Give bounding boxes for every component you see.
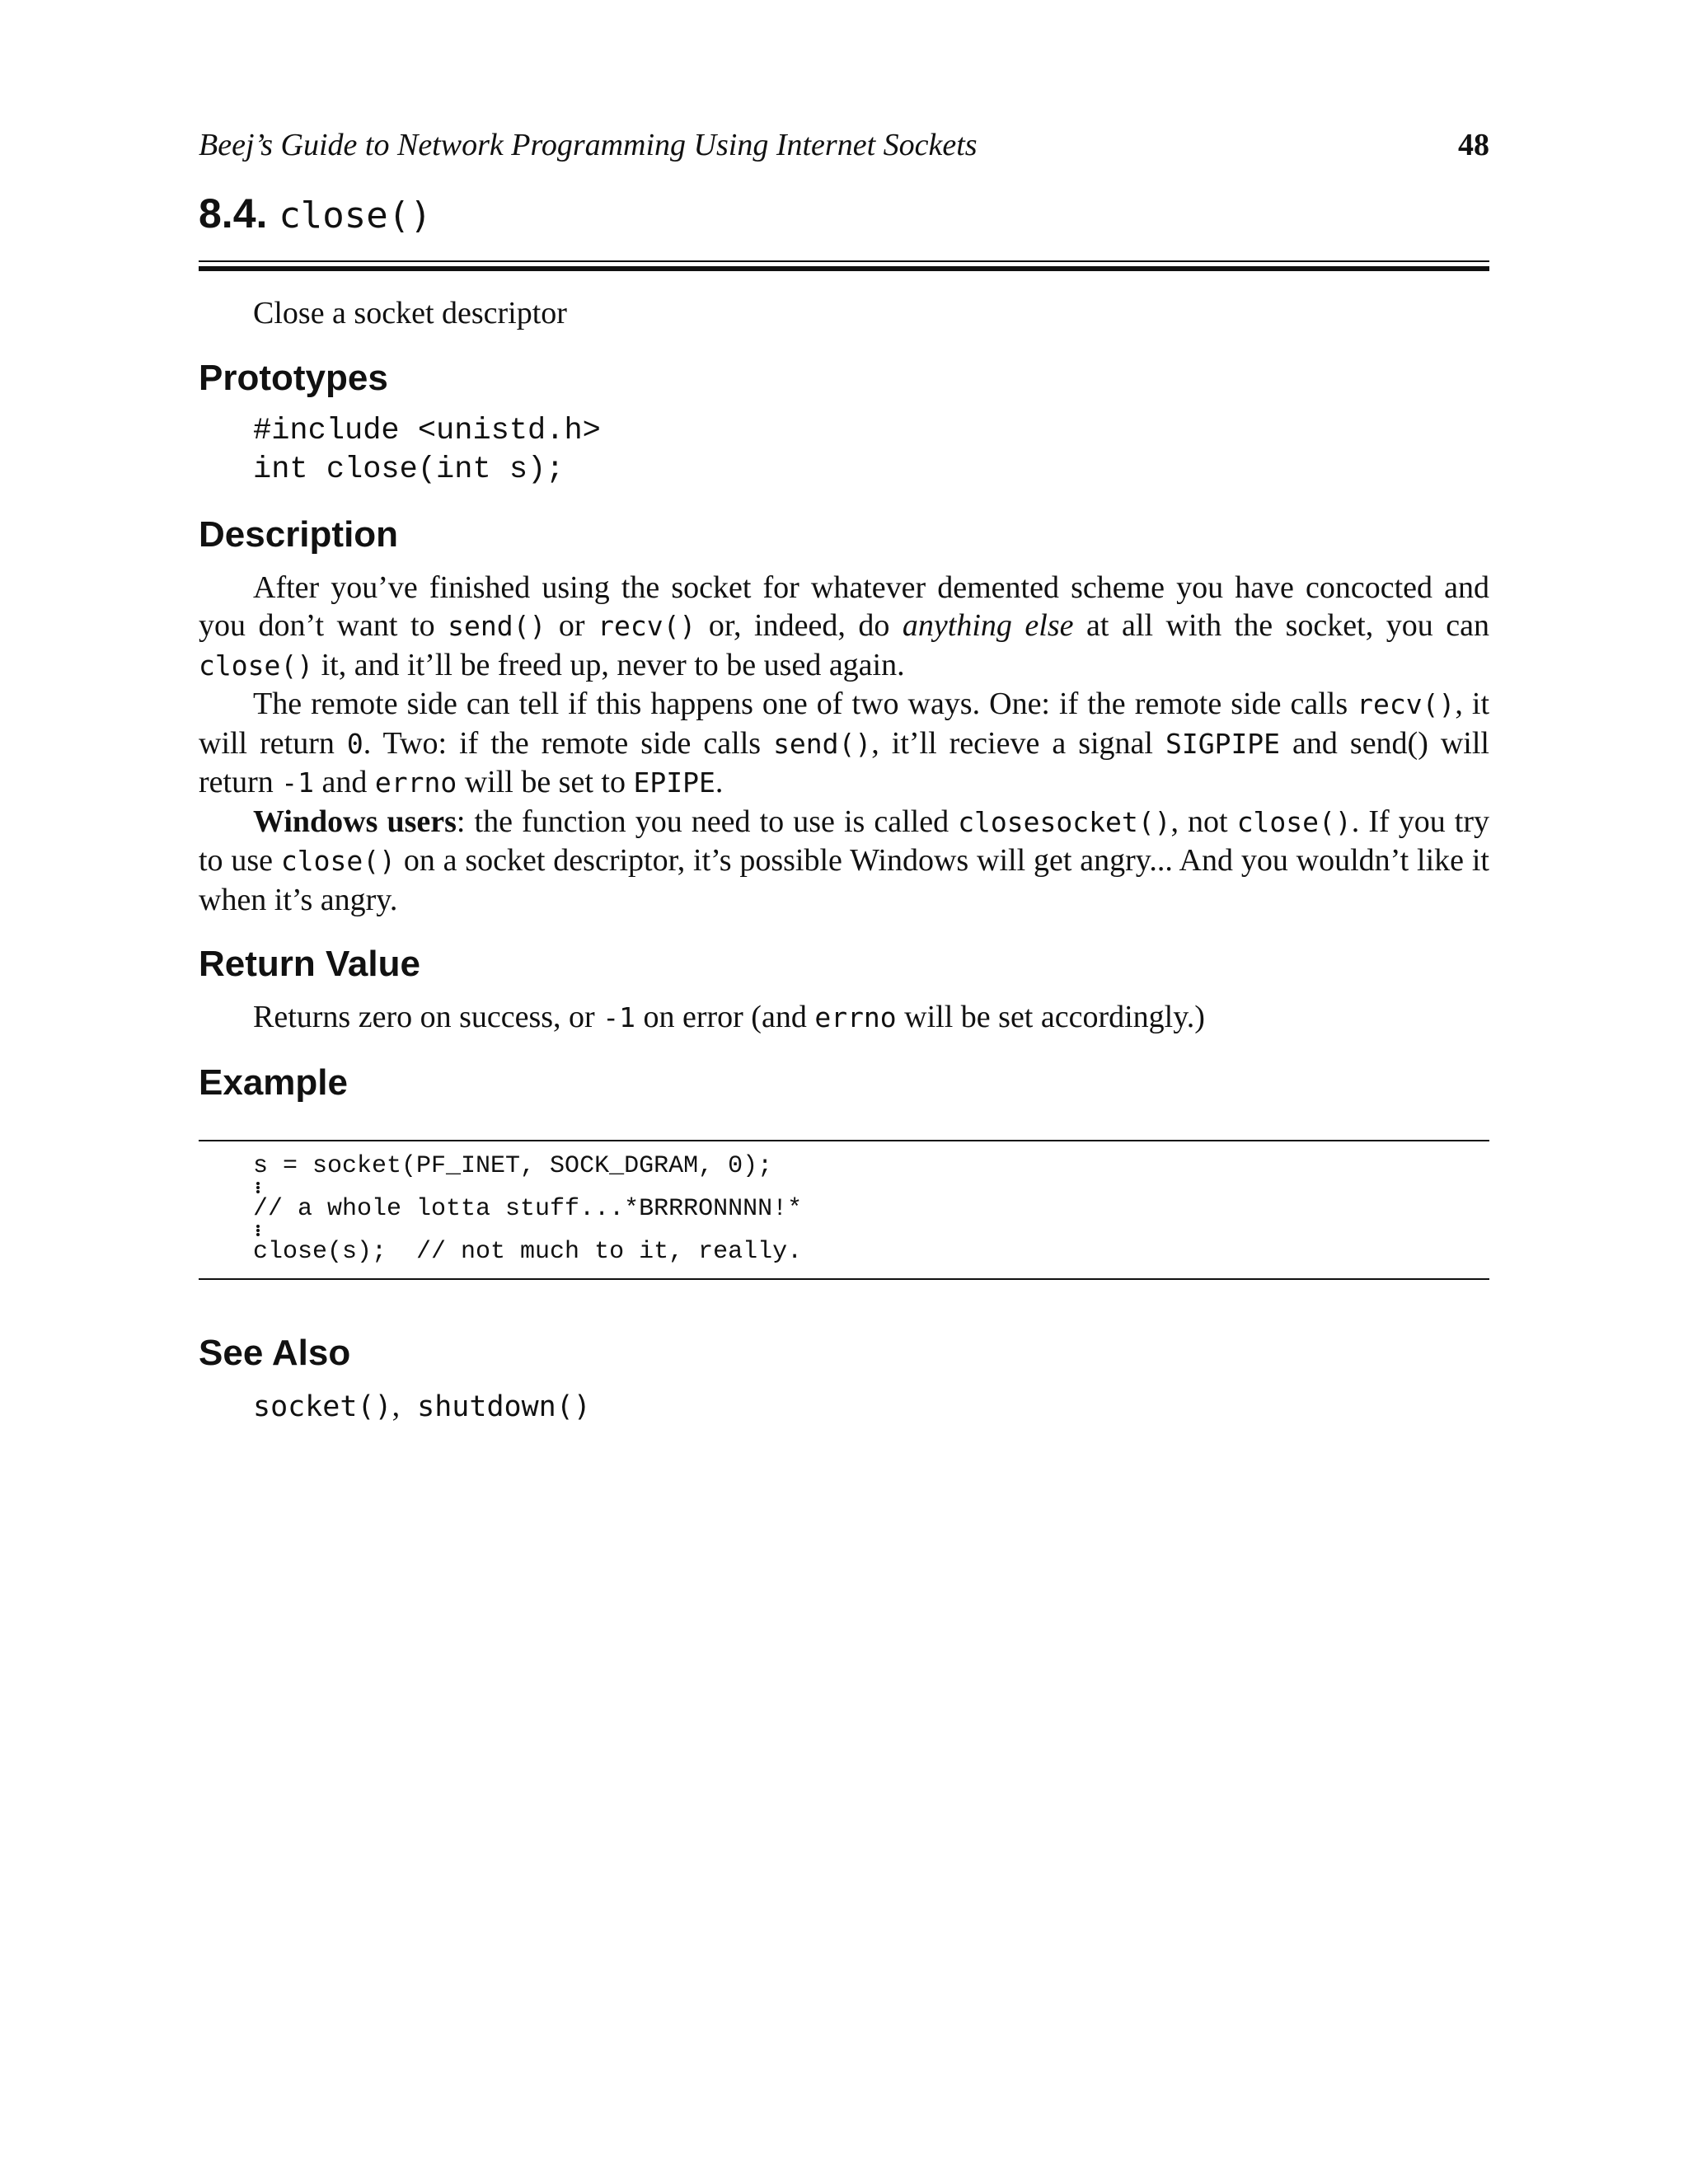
text-run: on a socket descriptor, it’s possible Windows will get angry... And you wouldn’t like it when it’s angry. xyxy=(199,843,1489,917)
code-minus-one: -1 xyxy=(281,766,314,799)
code-send: send() xyxy=(448,610,546,642)
text-run: After you’ve finished using the socket for whatever demented scheme you have concocted and you don’t want to xyxy=(199,569,1489,643)
emphasis-text: anything else xyxy=(902,608,1074,643)
text-run: , not xyxy=(1170,804,1237,839)
code-close: close() xyxy=(280,845,396,877)
code-errno: errno xyxy=(814,1001,897,1033)
return-value-text xyxy=(199,998,1489,1038)
description-paragraph-3 xyxy=(199,803,1489,920)
see-also-socket: socket() xyxy=(253,1390,392,1423)
vertical-ellipsis-icon xyxy=(256,1181,1489,1194)
see-also-separator: , xyxy=(392,1388,401,1423)
see-also-list xyxy=(253,1387,1489,1426)
example-line-2: // a whole lotta stuff...*BRRRONNNN!* xyxy=(253,1194,803,1223)
text-run: . If you try to use xyxy=(199,804,1490,878)
section-summary: Close a socket descriptor xyxy=(253,296,567,330)
title-rule-thin xyxy=(199,260,1489,262)
code-close: close() xyxy=(1236,805,1352,838)
code-send: send() xyxy=(773,727,872,760)
text-run: and xyxy=(313,765,375,799)
section-function-name: close() xyxy=(279,194,432,237)
see-also-shutdown: shutdown() xyxy=(417,1390,591,1423)
see-also-heading: See Also xyxy=(199,1332,351,1373)
code-closesocket: closesocket() xyxy=(958,805,1171,838)
vertical-ellipsis-icon xyxy=(256,1224,1489,1237)
return-value-heading: Return Value xyxy=(199,944,420,984)
example-line-1: s = socket(PF_INET, SOCK_DGRAM, 0); xyxy=(253,1151,773,1180)
running-header xyxy=(199,124,1489,173)
example-heading: Example xyxy=(199,1062,348,1103)
page-number: 48 xyxy=(1458,128,1489,162)
text-run: : the function you need to use is called xyxy=(456,804,959,839)
text-run: or, indeed, do xyxy=(696,608,903,643)
text-run: will be set to xyxy=(457,765,634,799)
code-minus-one: -1 xyxy=(603,1001,635,1033)
text-run: or xyxy=(546,608,598,643)
text-run: . Two: if the remote side calls xyxy=(363,725,774,761)
document-page xyxy=(199,124,1489,1426)
code-sigpipe: SIGPIPE xyxy=(1165,727,1281,760)
text-run: Returns zero on success, or xyxy=(253,1000,603,1034)
text-run: at all with the socket, you can xyxy=(1073,608,1490,643)
bold-text: Windows users xyxy=(253,804,457,839)
running-title: Beej’s Guide to Network Programming Using Internet Sockets xyxy=(199,128,978,162)
title-rule-thick xyxy=(199,266,1489,271)
text-run: it, and it’ll be freed up, never to be used again. xyxy=(313,647,905,682)
code-epipe: EPIPE xyxy=(633,766,715,799)
description-paragraph-1 xyxy=(199,569,1489,686)
code-recv: recv() xyxy=(1357,688,1456,720)
text-run: and send() will return xyxy=(199,725,1489,799)
code-errno: errno xyxy=(374,766,457,799)
section-number: 8.4. xyxy=(199,190,268,237)
text-run: will be set accordingly.) xyxy=(896,1000,1205,1034)
text-run: The remote side can tell if this happens one of two ways. One: if the remote side calls xyxy=(253,687,1357,721)
text-run: , it’ll recieve a signal xyxy=(871,725,1165,761)
prototype-include-line: #include <unistd.h> xyxy=(253,413,601,448)
example-line-3: close(s); // not much to it, really. xyxy=(253,1237,803,1266)
description-heading: Description xyxy=(199,513,399,555)
text-run: , it will return xyxy=(199,687,1490,761)
code-close: close() xyxy=(199,649,314,682)
example-code-block xyxy=(199,1140,1489,1280)
code-recv: recv() xyxy=(598,610,696,642)
code-zero: 0 xyxy=(346,727,363,760)
section-title xyxy=(199,186,1489,241)
text-run: . xyxy=(715,765,724,799)
prototypes-heading: Prototypes xyxy=(199,357,388,398)
prototype-signature-line: int close(int s); xyxy=(253,452,565,487)
text-run: on error (and xyxy=(635,1000,815,1034)
description-paragraph-2 xyxy=(199,685,1489,803)
